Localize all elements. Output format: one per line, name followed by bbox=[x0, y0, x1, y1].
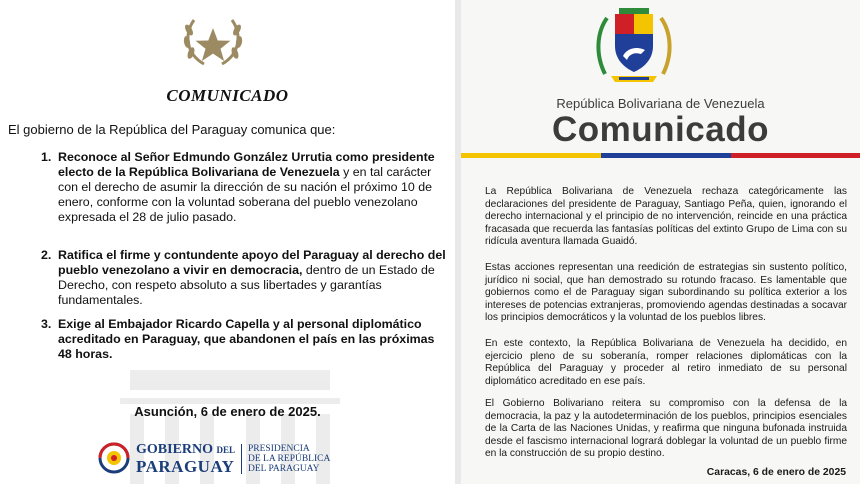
item-text: dentro de un Estado de Derecho, con respeto absoluto a sus libertades y garantías fundamentales. bbox=[58, 263, 435, 307]
signature-date-right: Caracas, 6 de enero de 2025 bbox=[706, 467, 846, 478]
item-text: y en tal carácter con el derecho de asumir la dirección de su nación el próximo 10 de enero, conforme con la voluntad soberana del pueblo venezolano expresada el 28 de julio pasado. bbox=[58, 165, 433, 224]
republic-name: República Bolivariana de Venezuela bbox=[556, 96, 765, 111]
signature-date: Asunción, 6 de enero de 2025. bbox=[134, 404, 321, 419]
presidencia-label: PRESIDENCIA DE LA REPÚBLICA DEL PARAGUAY bbox=[248, 444, 331, 474]
tricolor-stripe bbox=[461, 153, 860, 158]
paraguay-label: PARAGUAY bbox=[136, 457, 235, 476]
paragraph: En este contexto, la República Bolivariana de Venezuela ha decidido, en ejercicio pleno de su soberanía, romper relaciones diplomáticas con la República del Paraguay y proceder al retiro inmediato de su personal diplomático acreditado en ese país. bbox=[485, 338, 847, 387]
list-item bbox=[41, 150, 446, 225]
list-item bbox=[41, 248, 446, 308]
paragraph: El Gobierno Bolivariano reitera su compromiso con la defensa de la democracia, la paz y la autodeterminación de los pueblos, principios esenciales de la Carta de las Naciones Unidas, y reafirma que ninguna bufonada instruida desde el fascismo internacional logrará doblegar la voluntad de un pueblo firme en la construcción de su propio destino. bbox=[485, 398, 847, 459]
venezuela-communique bbox=[461, 0, 860, 484]
paragraph: Estas acciones representan una reedición de estrategias sin sustento político, jurídico ni social, que han demostrado su rotundo fracaso. Es lamentable que gobiernos como el de Paraguay sigan subordinando su política exterior a los intereses de potencias extranjeras, promoviendo agendas destinadas a socavar los principios democráticos y la voluntad de los pueblos libres. bbox=[485, 262, 847, 323]
laurel-star-emblem-icon bbox=[180, 10, 246, 72]
paragraph: La República Bolivariana de Venezuela rechaza categóricamente las declaraciones del presidente de Paraguay, Santiago Peña, quien, ignorando el derecho internacional y el principio de no intervención, reincide en una práctica fracasada que recuerda las fantasías políticas del extinto Grupo de Lima con su ridícula aventura llamada Guaidó. bbox=[485, 186, 847, 247]
venezuela-coat-of-arms-icon bbox=[593, 4, 675, 86]
item-bold-text: Ratifica el firme y contundente apoyo del Paraguay al derecho del pueblo venezolano a vivir en democracia, bbox=[58, 248, 446, 277]
item-bold-text: Reconoce al Señor Edmundo González Urrutia como presidente electo de la República Bolivariana de Venezuela bbox=[58, 150, 435, 179]
intro-text: El gobierno de la República del Paraguay comunica que: bbox=[8, 122, 336, 137]
page-title: COMUNICADO bbox=[166, 86, 289, 105]
list-item bbox=[41, 317, 446, 362]
gobierno-label: GOBIERNO DEL bbox=[136, 442, 236, 457]
paraguay-circle-logo-icon bbox=[98, 442, 130, 474]
item-bold-text: Exige al Embajador Ricardo Capella y al personal diplomático acreditado en Paraguay, que abandonen el país en las próximas 48 horas. bbox=[58, 317, 435, 361]
item-number: 2. bbox=[41, 248, 52, 262]
footer-divider bbox=[241, 444, 242, 474]
item-number: 1. bbox=[41, 150, 52, 164]
page-title-right: Comunicado bbox=[552, 110, 769, 149]
item-number: 3. bbox=[41, 317, 52, 331]
